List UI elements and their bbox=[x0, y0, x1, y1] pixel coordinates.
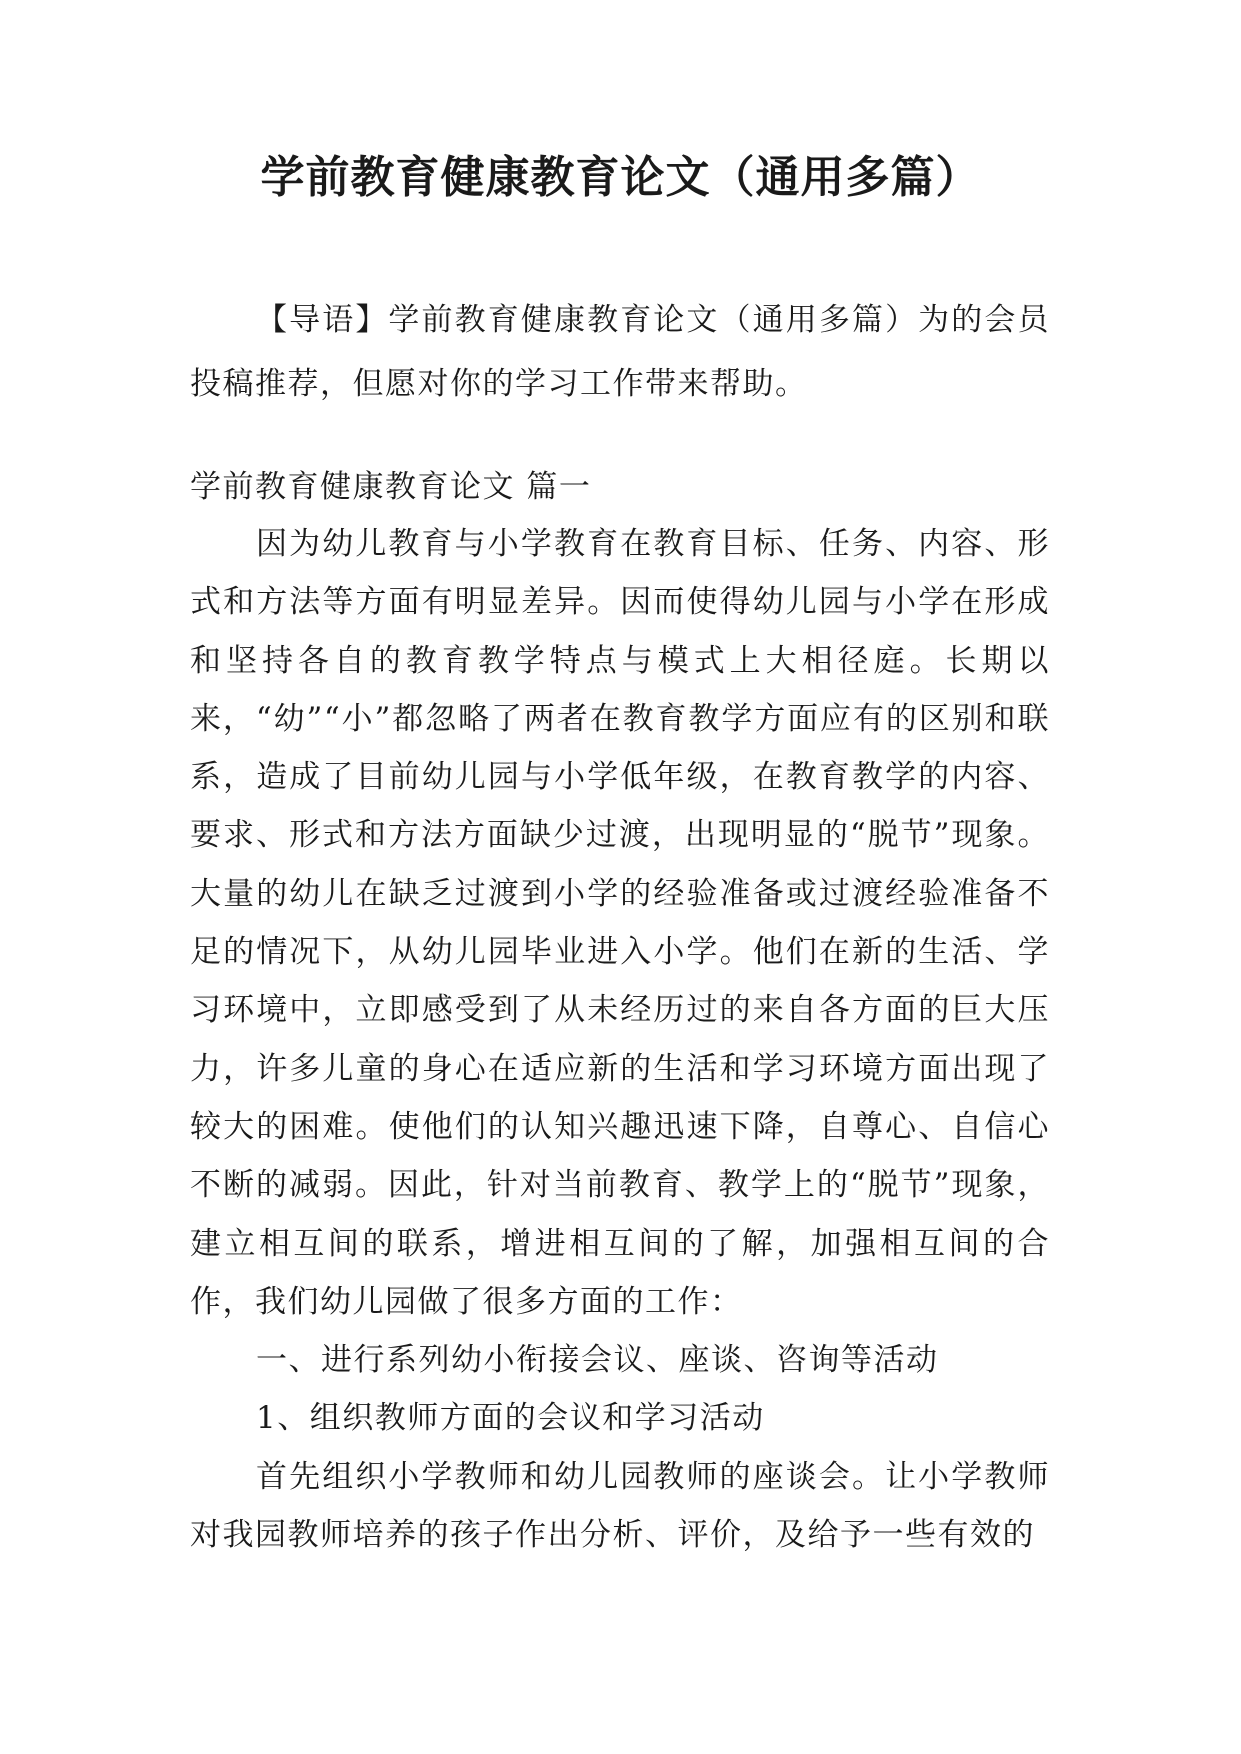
section-body bbox=[190, 515, 1050, 1564]
body-paragraph: 一、进行系列幼小衔接会议、座谈、咨询等活动 bbox=[256, 1342, 939, 1379]
section-heading: 学前教育健康教育论文 篇一 bbox=[190, 469, 592, 505]
body-paragraph: 首先组织小学教师和幼儿园教师的座谈会。让小学教师对我园教师培养的孩子作出分析、评价，及给予一些有效的 bbox=[190, 1458, 1050, 1554]
lead-paragraph bbox=[190, 288, 1050, 416]
body-paragraph: 1、组织教师方面的会议和学习活动 bbox=[256, 1400, 765, 1437]
body-paragraph: 因为幼儿教育与小学教育在教育目标、任务、内容、形式和方法等方面有明显差异。因而使得幼儿园与小学在形成和坚持各自的教育教学特点与模式上大相径庭。长期以来，“幼”“小”都忽略了两者在教育教学方面应有的区别和联系，造成了目前幼儿园与小学低年级，在教育教学的内容、要求、形式和方法方面缺少过渡，出现明显的“脱节”现象。大量的幼儿在缺乏过渡到小学的经验准备或过渡经验准备不足的情况下，从幼儿园毕业进入小学。他们在新的生活、学习环境中，立即感受到了从未经历过的来自各方面的巨大压力，许多儿童的身心在适应新的生活和学习环境方面出现了较大的困难。使他们的认知兴趣迅速下降，自尊心、自信心不断的减弱。因此，针对当前教育、教学上的“脱节”现象，建立相互间的联系，增进相互间的了解，加强相互间的合作，我们幼儿园做了很多方面的工作： bbox=[190, 526, 1050, 1320]
document-title: 学前教育健康教育论文（通用多篇） bbox=[260, 152, 981, 203]
lead-text: 【导语】学前教育健康教育论文（通用多篇）为的会员投稿推荐，但愿对你的学习工作带来帮助。 bbox=[190, 302, 1050, 402]
